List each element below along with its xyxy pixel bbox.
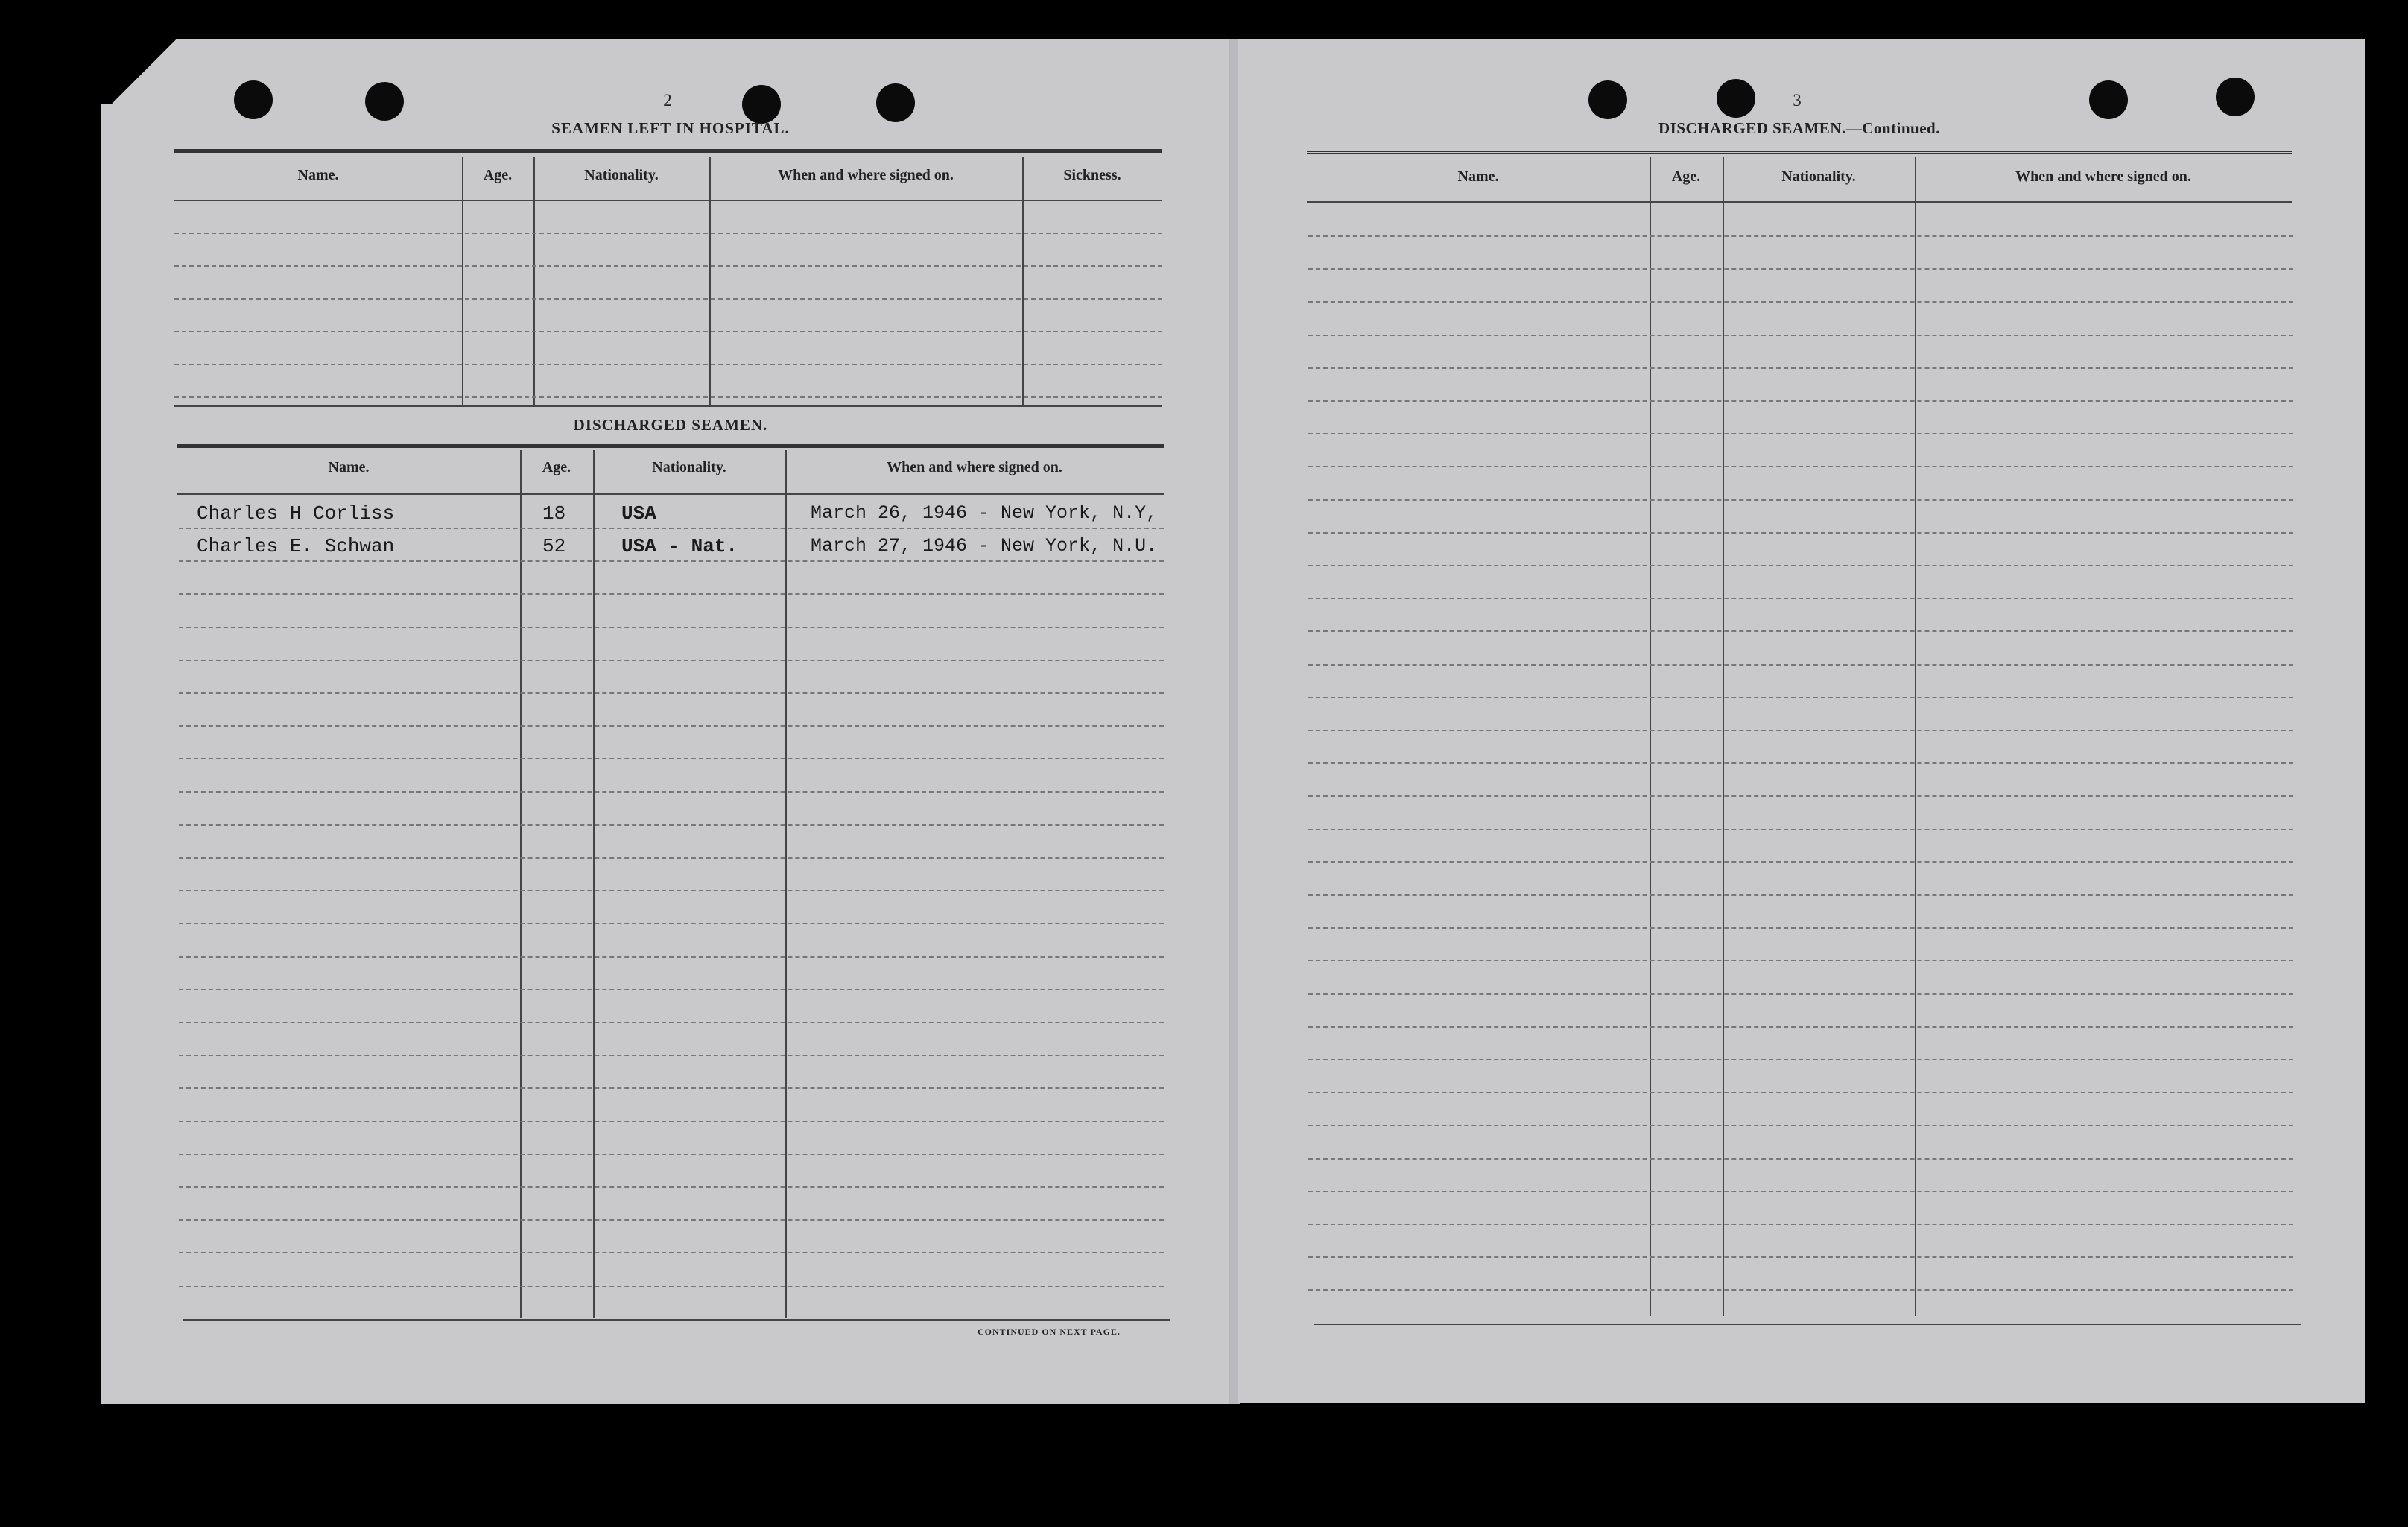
discharged-header-rule (177, 493, 1164, 495)
row-line (1308, 1256, 2293, 1258)
hospital-table-top-rule (174, 149, 1162, 153)
discharged-header-signed-on: When and where signed on. (887, 459, 1062, 475)
row-line (179, 923, 1164, 924)
right-page (1238, 39, 2365, 1403)
right-col-divider (1650, 157, 1651, 1316)
row-line (1308, 1026, 2293, 1028)
row-line (179, 1252, 1164, 1253)
discharged-continued-title: DISCHARGED SEAMEN.—Continued. (1658, 119, 1940, 137)
discharged-row-1-nationality: USA (621, 502, 656, 525)
hospital-header-name: Name. (297, 167, 339, 183)
row-line (179, 627, 1164, 628)
row-line (179, 1022, 1164, 1023)
row-line (1308, 730, 2293, 731)
hospital-row-line (174, 331, 1162, 332)
hospital-header-rule (174, 200, 1162, 201)
hospital-row-line (174, 298, 1162, 300)
row-line (179, 528, 1164, 529)
discharged-row-1-age: 18 (542, 502, 566, 525)
row-line (1308, 1059, 2293, 1060)
row-line (1308, 829, 2293, 830)
row-line (1308, 301, 2293, 303)
row-line (179, 857, 1164, 859)
discharged-header-nationality: Nationality. (652, 459, 726, 475)
right-header-age: Age. (1671, 168, 1701, 185)
hospital-header-sickness: Sickness. (1063, 167, 1121, 183)
hospital-header-signed-on: When and where signed on. (778, 167, 954, 183)
row-line (179, 758, 1164, 759)
right-header-rule (1307, 201, 2292, 203)
page-number-right: 3 (1793, 91, 1802, 110)
row-line (1308, 1191, 2293, 1192)
row-line (1308, 861, 2293, 863)
row-line (179, 1286, 1164, 1287)
right-table-top-rule (1307, 151, 2292, 154)
discharged-row-1-signed-on: March 26, 1946 - New York, N.Y, (811, 502, 1158, 524)
row-line (179, 1154, 1164, 1155)
right-col-divider (1915, 157, 1916, 1316)
row-line (1308, 335, 2293, 336)
row-line (1308, 927, 2293, 929)
hospital-header-age: Age. (483, 167, 513, 183)
row-line (1308, 598, 2293, 599)
row-line (1308, 993, 2293, 995)
discharged-row-2-nationality: USA - Nat. (621, 535, 738, 557)
discharged-row-2-name: Charles E. Schwan (197, 535, 395, 557)
punch-hole (742, 85, 781, 124)
row-line (179, 824, 1164, 826)
row-line (179, 692, 1164, 694)
hospital-col-divider (1022, 157, 1024, 405)
row-line (179, 725, 1164, 727)
right-table-bottom-rule (1314, 1324, 2301, 1325)
row-line (179, 989, 1164, 990)
row-line (1308, 1125, 2293, 1126)
row-line (179, 593, 1164, 595)
row-line (179, 791, 1164, 793)
row-line (1308, 400, 2293, 402)
discharged-row-2-signed-on: March 27, 1946 - New York, N.U. (811, 535, 1158, 557)
row-line (1308, 1158, 2293, 1160)
row-line (1308, 697, 2293, 698)
row-line (179, 1087, 1164, 1089)
row-line (1308, 664, 2293, 666)
row-line (1308, 532, 2293, 534)
row-line (179, 956, 1164, 958)
hospital-col-divider (533, 157, 535, 405)
row-line (179, 660, 1164, 661)
continued-footer: CONTINUED ON NEXT PAGE. (978, 1327, 1121, 1337)
row-line (1308, 466, 2293, 467)
hospital-row-line (174, 364, 1162, 365)
discharged-row-2-age: 52 (542, 535, 566, 557)
hospital-row-line (174, 233, 1162, 234)
row-line (1308, 367, 2293, 369)
hospital-col-divider (462, 157, 463, 405)
page-number-left: 2 (663, 91, 672, 110)
discharged-table-bottom-rule (183, 1319, 1170, 1321)
row-line (1308, 795, 2293, 797)
row-line (1308, 268, 2293, 270)
hospital-row-line (174, 396, 1162, 398)
hospital-row-line (174, 265, 1162, 267)
row-line (179, 890, 1164, 891)
hospital-col-divider (709, 157, 711, 405)
punch-hole (2089, 80, 2128, 119)
row-line (1308, 762, 2293, 764)
right-col-divider (1723, 157, 1724, 1316)
row-line (179, 1186, 1164, 1188)
row-line (1308, 235, 2293, 237)
punch-hole (234, 80, 273, 119)
row-line (1308, 894, 2293, 896)
discharged-section-title: DISCHARGED SEAMEN. (573, 416, 768, 434)
punch-hole (1588, 80, 1627, 119)
left-page (101, 39, 1240, 1404)
row-line (1308, 565, 2293, 566)
punch-hole (876, 83, 915, 122)
row-line (1308, 499, 2293, 501)
discharged-row-1-name: Charles H Corliss (197, 502, 395, 525)
right-header-nationality: Nationality. (1781, 168, 1856, 185)
discharged-header-age: Age. (542, 459, 571, 475)
punch-hole (2216, 78, 2255, 116)
punch-hole (1717, 79, 1755, 118)
row-line (179, 1121, 1164, 1122)
row-line (179, 1055, 1164, 1056)
hospital-table-bottom-rule (174, 405, 1162, 407)
hospital-header-nationality: Nationality. (584, 167, 659, 183)
right-header-signed-on: When and where signed on. (2015, 168, 2191, 185)
right-header-name: Name. (1457, 168, 1499, 185)
row-line (1308, 960, 2293, 961)
punch-hole (365, 82, 404, 121)
row-line (1308, 433, 2293, 434)
discharged-header-name: Name. (328, 459, 370, 475)
row-line (179, 1219, 1164, 1221)
row-line (1308, 1224, 2293, 1225)
row-line (1308, 1092, 2293, 1093)
discharged-table-top-rule (177, 444, 1164, 448)
hospital-section-title: SEAMEN LEFT IN HOSPITAL. (551, 119, 790, 137)
row-line (1308, 1289, 2293, 1291)
row-line (179, 560, 1164, 562)
row-line (1308, 630, 2293, 632)
